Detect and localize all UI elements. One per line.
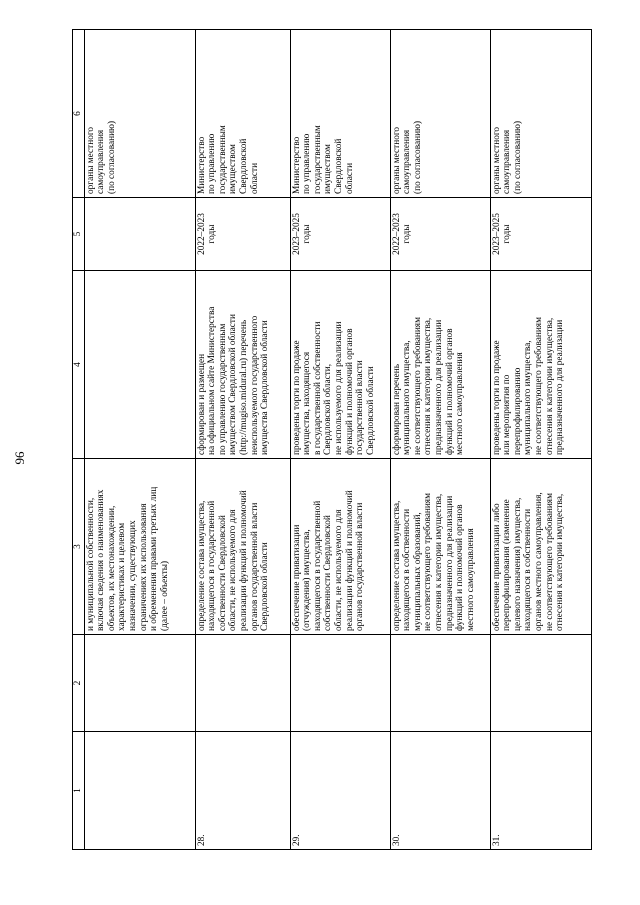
row-number-cell: 29.	[290, 732, 390, 850]
result-cell	[84, 271, 195, 459]
task-cell: обеспечение приватизации либо перепрофилирования (изменение целевого назначения) имущества, находящегося в собственности органов местного самоуправления, не соответствующего требованиям отнесения к категории имущества,	[490, 459, 591, 635]
task-cell: и муниципальной собственности, включая сведения о наименованиях объектов, их местонахождении, характеристиках и целевом назначении, существующих ограничениях их использования и обременения правами третьих лиц (далее – объекты)	[84, 459, 195, 635]
col2-cell	[290, 635, 390, 732]
table-header-row	[73, 30, 85, 850]
table-row	[290, 30, 390, 850]
col2-cell	[490, 635, 591, 732]
period-cell	[84, 198, 195, 271]
period-cell: 2023–2025 годы	[490, 198, 591, 271]
result-cell: проведены торги по продаже или мероприятия по перепрофилированию муниципального имущества, не соответствующего требованиям отнесения к категории имущества, предназначенного для реализации	[490, 271, 591, 459]
responsible-cell: Министерство по управлению государственным имуществом Свердловской области	[195, 30, 290, 198]
table-row	[490, 30, 591, 850]
task-cell: определение состава имущества, находящегося в государственной собственности Свердловской области, не используемого для реализации функций и полномочий органов государственной власти Свердловской области	[195, 459, 290, 635]
column-header: 4	[73, 271, 85, 459]
col2-cell	[195, 635, 290, 732]
task-cell: определение состава имущества, находящегося в собственности муниципальных образований, не соответствующего требованиям отнесения к категории имущества, предназначенного для реализации функций и полномочий органов местного самоуправления	[390, 459, 490, 635]
plan-table	[72, 29, 592, 850]
column-header: 5	[73, 198, 85, 271]
period-cell: 2022–2023 годы	[195, 198, 290, 271]
result-cell: проведены торги по продаже имущества, находящегося в государственной собственности Свердловской области, не используемого для реализации функций и полномочий органов государственной власти Свердловской области	[290, 271, 390, 459]
column-header: 1	[73, 732, 85, 850]
responsible-cell: органы местного самоуправления (по согласованию)	[84, 30, 195, 198]
column-header: 6	[73, 30, 85, 198]
row-number-cell: 30.	[390, 732, 490, 850]
result-cell: сформирован и размещен на официальном сайте Министерства по управлению государственным имуществом Свердловской области (http://mugiso.midural.ru) перечень неиспользуемого государственного имущества Свердловской области	[195, 271, 290, 459]
responsible-cell: Министерство по управлению государственным имуществом Свердловской области	[290, 30, 390, 198]
column-header: 3	[73, 459, 85, 635]
responsible-cell: органы местного самоуправления (по согласованию)	[490, 30, 591, 198]
rotated-table-container	[72, 30, 617, 850]
result-cell: сформирован перечень муниципального имущества, не соответствующего требованиям отнесения к категории имущества, предназначенного для реализации функций и полномочий органов местного самоуправления	[390, 271, 490, 459]
table-row	[390, 30, 490, 850]
table-row	[84, 30, 195, 850]
col2-cell	[84, 635, 195, 732]
page-number: 96	[12, 451, 27, 465]
column-header: 2	[73, 635, 85, 732]
row-number-cell: 31.	[490, 732, 591, 850]
row-number-cell: 28.	[195, 732, 290, 850]
table-row	[195, 30, 290, 850]
responsible-cell: органы местного самоуправления (по согласованию)	[390, 30, 490, 198]
row-number-cell	[84, 732, 195, 850]
period-cell: 2022–2023 годы	[390, 198, 490, 271]
task-cell: обеспечение приватизации (отчуждения) имущества, находящегося в государственной собственности Свердловской области, не используемого для реализации функций и полномочий органов государственной власти	[290, 459, 390, 635]
period-cell: 2023–2025 годы	[290, 198, 390, 271]
col2-cell	[390, 635, 490, 732]
